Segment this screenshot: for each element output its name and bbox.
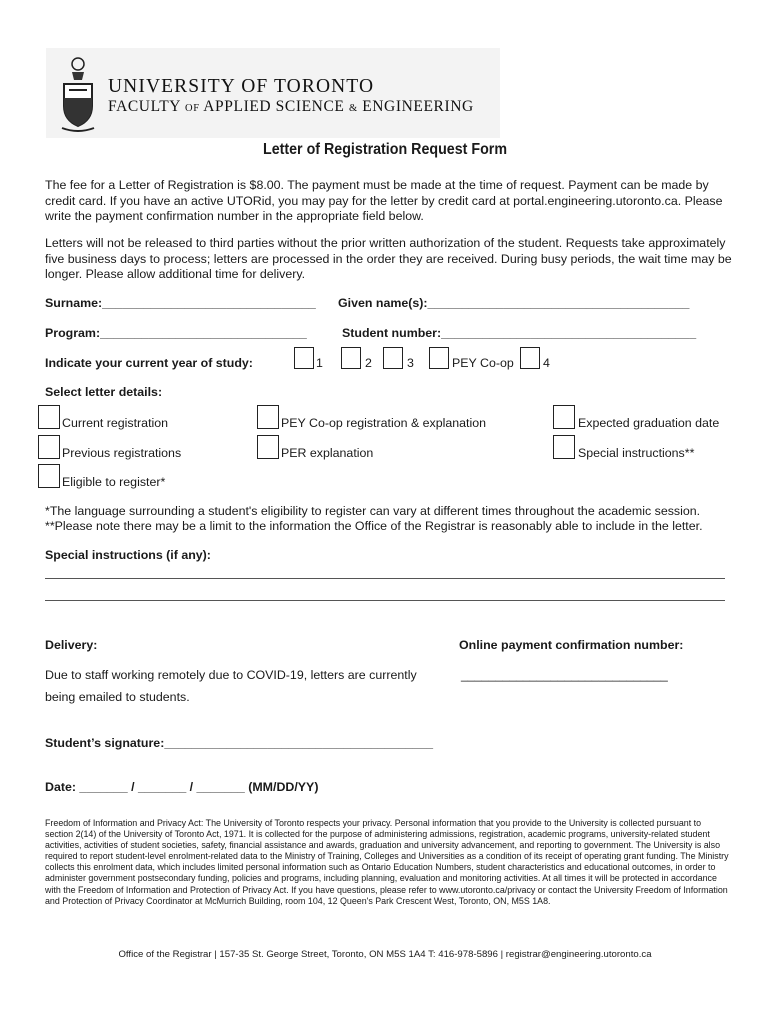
- payment-confirmation-label: Online payment confirmation number:: [459, 638, 684, 652]
- previous-registrations-label: Previous registrations: [62, 446, 182, 460]
- delivery-text-line-1: Due to staff working remotely due to COVID-19, letters are currently: [45, 668, 417, 682]
- expected-graduation-label: Expected graduation date: [578, 416, 720, 430]
- release-paragraph: Letters will not be released to third parties without the prior written authorization of the student. Requests take approximately five business days to process; letters are processed in the order they are received. During busy periods, the wait time may be longer. Please allow additional time for delivery.: [45, 236, 732, 281]
- student-number-field[interactable]: Student number:_____________________________________: [342, 326, 697, 340]
- previous-registrations-checkbox[interactable]: [38, 435, 60, 459]
- payment-confirmation-field[interactable]: ______________________________: [461, 668, 668, 682]
- per-explanation-checkbox[interactable]: [257, 435, 279, 459]
- faculty-name: FACULTY OF APPLIED SCIENCE & ENGINEERING: [108, 98, 474, 115]
- per-explanation-label: PER explanation: [281, 446, 374, 460]
- year-4-label: 4: [543, 356, 550, 370]
- pey-coop-registration-checkbox[interactable]: [257, 405, 279, 429]
- eligibility-note: *The language surrounding a student's eligibility to register can vary at different times throughout the academic session.: [45, 504, 701, 518]
- special-instructions-label: Special instructions (if any):: [45, 548, 211, 562]
- special-instructions-checkbox[interactable]: [553, 435, 575, 459]
- university-crest-icon: [58, 54, 98, 134]
- surname-field[interactable]: Surname:_______________________________: [45, 296, 316, 310]
- privacy-notice: Freedom of Information and Privacy Act: The University of Toronto respects your privacy. Personal information that you provide to the University is collected pursuant to section 2(14) of the University of Toronto Act, 1971. It is collected for the purpose of administering admissions, registration, academic programs, university-related student activities, activities of student societies, safety, financial assistance and awards, graduation and university advancement, and reporting to government. The University is also required to report student-level enrolment-related data to the Ministry of Training, Colleges and Universities as a condition of its receipt of operating grant funding. The Ministry collects this enrolment data, which includes limited personal information such as Ontario Education Numbers, student characteristics and educational outcomes, in order to administer government postsecondary funding, policies and programs, including planning, evaluation and monitoring activities. At all times it will be protected in accordance with the Freedom of Information and Protection of Privacy Act. If you have questions, please refer to www.utoronto.ca/privacy or contact the University Freedom of Information and Protection of Privacy Coordinator at McMurrich Building, room 104, 12 Queen's Park Crescent West, Toronto, ON, M5S 1A8.: [45, 818, 729, 906]
- year-3-label: 3: [407, 356, 414, 370]
- year-1-label: 1: [316, 356, 323, 370]
- pey-coop-label: PEY Co-op: [452, 356, 514, 370]
- pey-coop-checkbox[interactable]: [429, 347, 449, 369]
- delivery-text-line-2: being emailed to students.: [45, 690, 190, 704]
- pey-coop-registration-label: PEY Co-op registration & explanation: [281, 416, 487, 430]
- registrar-limit-note: **Please note there may be a limit to the information the Office of the Registrar is reasonably able to include in the letter.: [45, 519, 703, 533]
- form-title: Letter of Registration Request Form: [262, 141, 508, 158]
- expected-graduation-checkbox[interactable]: [553, 405, 575, 429]
- current-registration-checkbox[interactable]: [38, 405, 60, 429]
- given-name-field[interactable]: Given name(s):______________________________________: [338, 296, 690, 310]
- program-field[interactable]: Program:______________________________: [45, 326, 307, 340]
- special-instructions-line-2[interactable]: [45, 600, 725, 601]
- signature-field[interactable]: Student’s signature:_______________________________________: [45, 736, 434, 750]
- year-2-label: 2: [365, 356, 372, 370]
- year-4-checkbox[interactable]: [520, 347, 540, 369]
- fee-paragraph: The fee for a Letter of Registration is $8.00. The payment must be made at the time of request. Payment can be made by credit card. If you have an active UTORid, you may pay for the letter by credit card at portal.engineering.utoronto.ca. Please write the payment confirmation number in the appropriate field below.: [45, 178, 723, 223]
- current-registration-label: Current registration: [62, 416, 169, 430]
- year-of-study-label: Indicate your current year of study:: [45, 356, 253, 370]
- year-1-checkbox[interactable]: [294, 347, 314, 369]
- special-instructions-option-label: Special instructions**: [578, 446, 695, 460]
- delivery-label: Delivery:: [45, 638, 98, 652]
- date-field[interactable]: Date: _______ / _______ / _______ (MM/DD/YY): [45, 780, 319, 794]
- university-name: UNIVERSITY OF TORONTO: [108, 76, 375, 97]
- eligible-to-register-label: Eligible to register*: [62, 475, 166, 489]
- year-2-checkbox[interactable]: [341, 347, 361, 369]
- registrar-footer: Office of the Registrar | 157-35 St. George Street, Toronto, ON M5S 1A4 T: 416-978-5896 | registrar@engineering.utoronto.ca: [118, 949, 652, 960]
- select-letter-details-label: Select letter details:: [45, 385, 163, 399]
- eligible-to-register-checkbox[interactable]: [38, 464, 60, 488]
- year-3-checkbox[interactable]: [383, 347, 403, 369]
- special-instructions-line-1[interactable]: [45, 578, 725, 579]
